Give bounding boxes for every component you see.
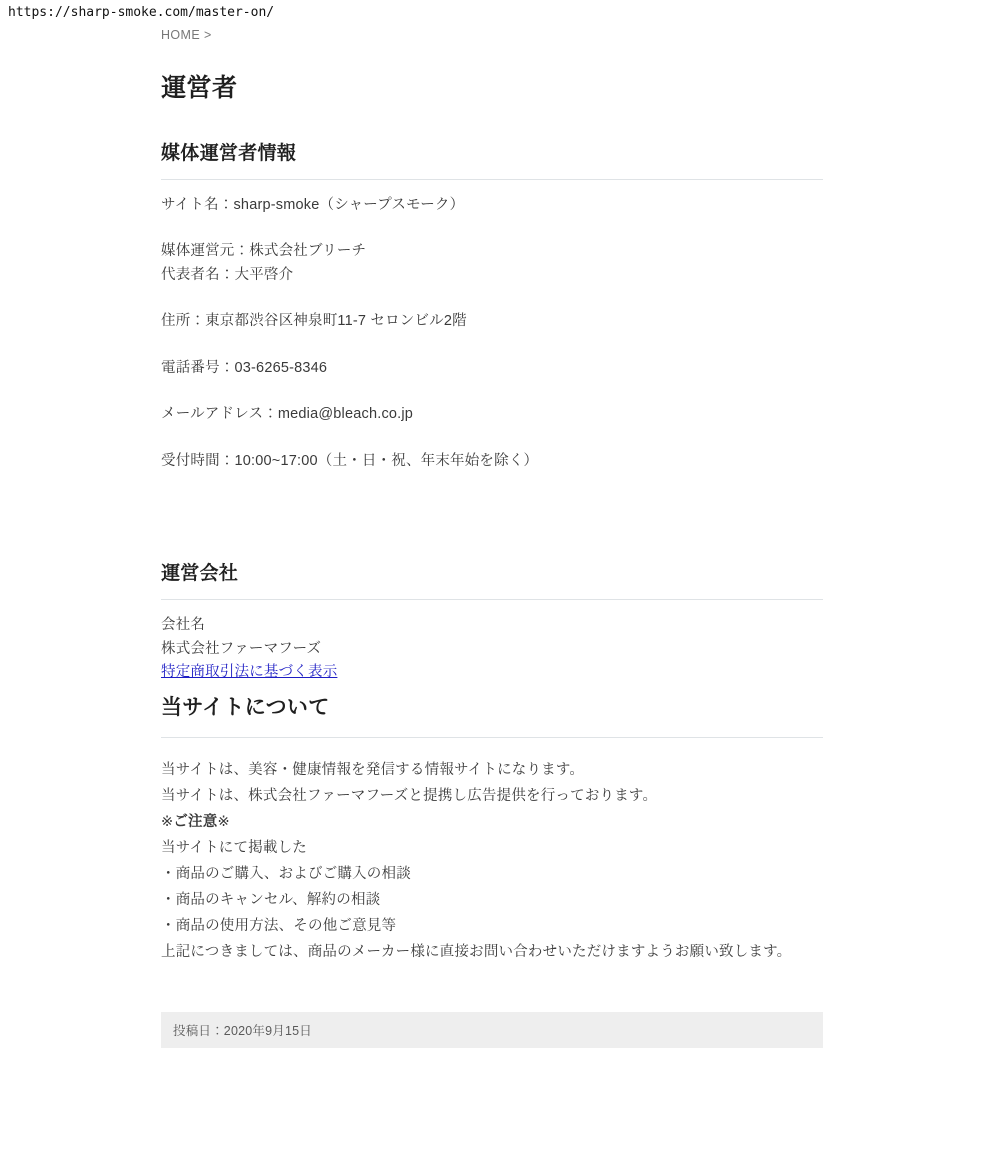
operating-company-label: 会社名	[161, 617, 206, 634]
page-content	[161, 20, 823, 1048]
section-heading-media-operator: 媒体運営者情報	[161, 138, 823, 180]
notice-prefix: ※	[161, 813, 174, 830]
page-title: 運営者	[161, 74, 238, 102]
section-body-about-site	[161, 738, 823, 966]
breadcrumb-separator: >	[203, 28, 212, 42]
media-operator-address: 住所：東京都渋谷区神泉町11-7 セロンビル2階	[161, 313, 467, 330]
about-line-posted-on-site: 当サイトにて掲載した	[161, 839, 307, 856]
about-line-bullet-usage: ・商品の使用方法、その他ご意見等	[161, 917, 397, 934]
media-operator-hours: 受付時間：10:00~17:00（土・日・祝、年末年始を除く）	[161, 452, 539, 469]
media-operator-representative: 代表者名：大平啓介	[161, 266, 294, 283]
media-operator-site-name: サイト名：sharp-smoke（シャープスモーク）	[161, 197, 465, 213]
section-body-operating-company	[161, 600, 823, 684]
notice-bold-text: ご注意	[173, 813, 218, 830]
about-line-bullet-purchase: ・商品のご購入、およびご購入の相談	[161, 865, 411, 882]
about-line-partnership: 当サイトは、株式会社ファーマフーズと提携し広告提供を行っております。	[161, 787, 658, 804]
about-line-closing: 上記につきましては、商品のメーカー様に直接お問い合わせいただけますようお願い致します。	[161, 943, 792, 960]
about-line-bullet-cancel: ・商品のキャンセル、解約の相談	[161, 891, 381, 908]
section-body-media-operator	[161, 180, 823, 473]
breadcrumb-item-home[interactable]: HOME	[161, 28, 201, 42]
media-operator-email: メールアドレス：media@bleach.co.jp	[161, 406, 414, 423]
media-operator-phone: 電話番号：03-6265-8346	[161, 359, 328, 376]
browser-url-bar[interactable]: https://sharp-smoke.com/master-on/	[8, 5, 275, 20]
notice-suffix: ※	[217, 813, 230, 830]
section-heading-about-site: 当サイトについて	[161, 691, 823, 738]
section-spacer	[161, 496, 823, 558]
section-heading-operating-company: 運営会社	[161, 558, 823, 600]
specified-commercial-transactions-link[interactable]: 特定商取引法に基づく表示	[161, 664, 338, 681]
about-line-intro: 当サイトは、美容・健康情報を発信する情報サイトになります。	[161, 761, 585, 778]
media-operator-company: 媒体運営元：株式会社ブリーチ	[161, 243, 367, 260]
breadcrumb	[161, 28, 823, 42]
operating-company-name: 株式会社ファーマフーズ	[161, 640, 322, 657]
about-line-notice	[161, 810, 823, 836]
posted-date: 投稿日：2020年9月15日	[161, 1012, 823, 1048]
